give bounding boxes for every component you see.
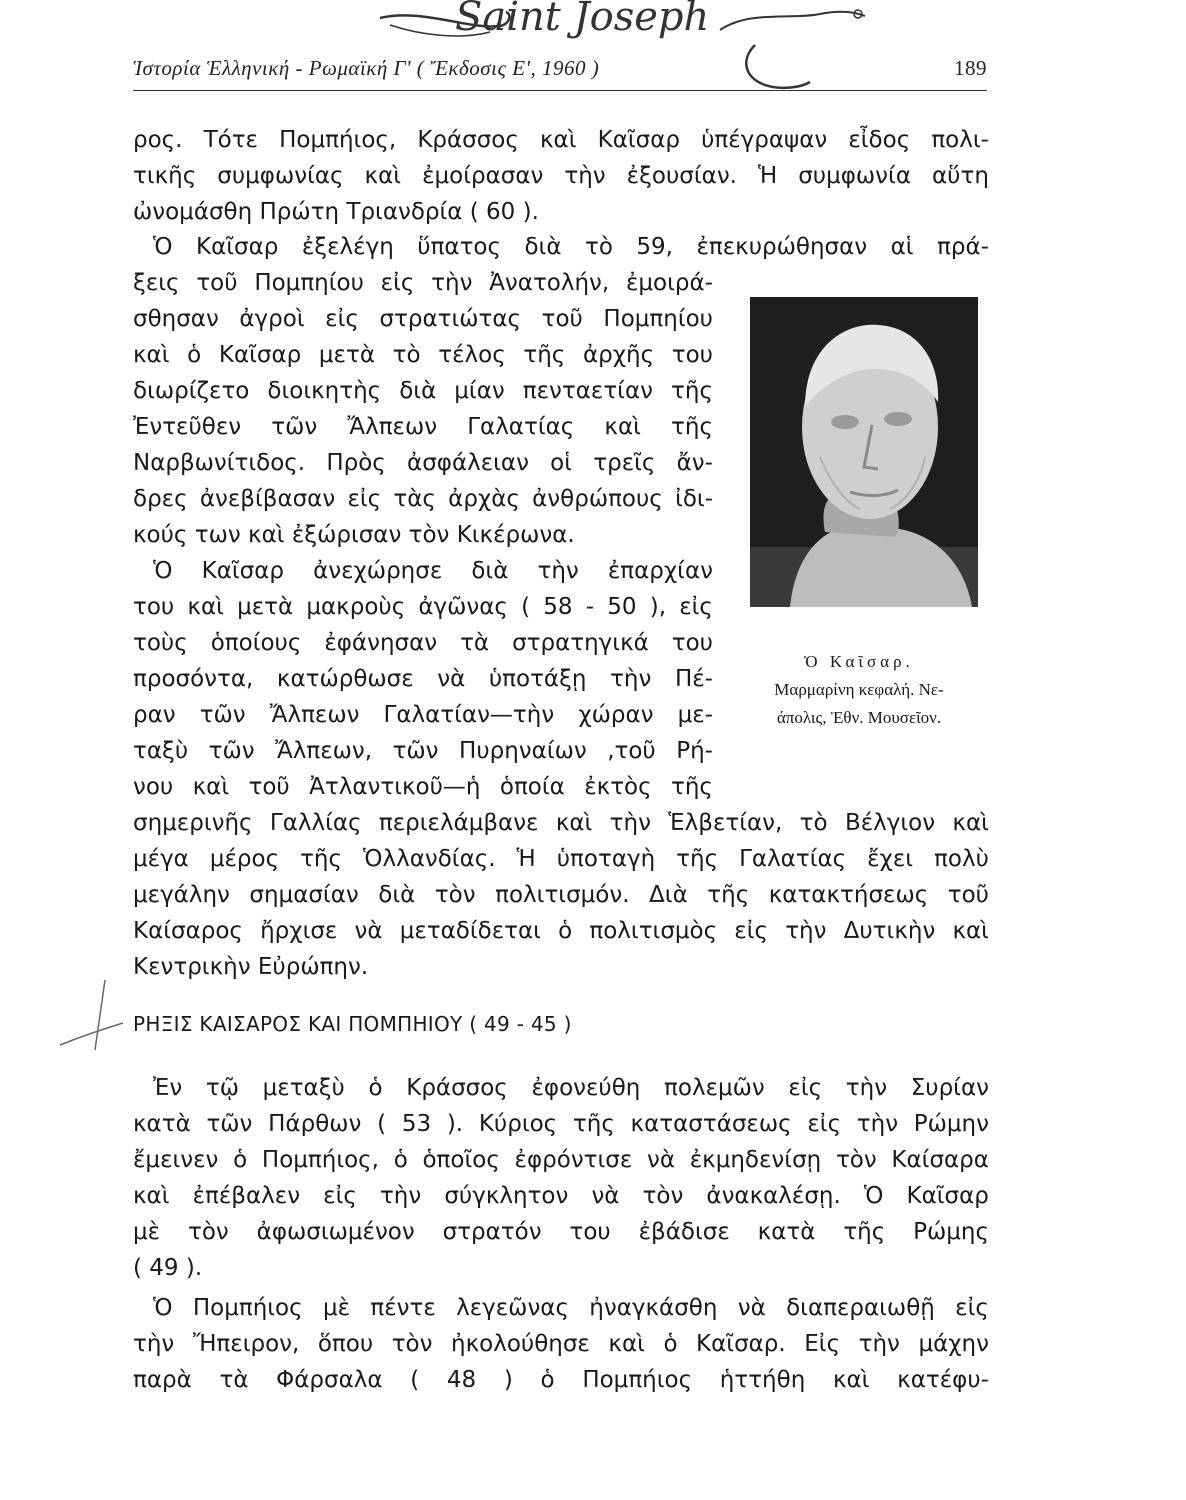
text-line: καὶ ὁ Καῖσαρ μετὰ τὸ τέλος τῆς ἀρχῆς του — [133, 342, 713, 368]
text-line: ταξὺ τῶν Ἄλπεων, τῶν Πυρηναίων ,τοῦ Ρή- — [133, 738, 713, 764]
running-title: Ἱστορία Ἑλληνική - Ρωμαϊκή Γ' ( Ἔκδοσις Ε', 1960 ) — [133, 56, 600, 80]
handwritten-signature — [360, 0, 880, 100]
text-line: Ἐντεῦθεν τῶν Ἄλπεων Γαλατίας καὶ τῆς — [133, 414, 713, 440]
text-line: σθησαν ἀγροὶ εἰς στρατιώτας τοῦ Πομπηίου — [133, 306, 713, 332]
pencil-margin-mark — [55, 975, 125, 1055]
caption-line: Μαρμαρίνη κεφαλή. Νε- — [774, 680, 944, 699]
text-line: ἔμεινεν ὁ Πομπήιος, ὁ ὁποῖος ἐφρόντισε νὰ ἐκμηδενίσῃ τὸν Καίσαρα — [133, 1147, 989, 1173]
paragraph-gaul — [133, 769, 989, 985]
text-line: Καίσαρος ἤρχισε νὰ μεταδίδεται ὁ πολιτισμὸς εἰς τὴν Δυτικὴν καὶ — [133, 918, 989, 944]
text-line: τὴν Ἤπειρον, ὅπου τὸν ἠκολούθησε καὶ ὁ Καῖσαρ. Εἰς τὴν μάχην — [133, 1331, 989, 1357]
figure-caption — [734, 648, 984, 732]
text-line: Ὁ Πομπήιος μὲ πέντε λεγεῶνας ἠναγκάσθη νὰ διαπεραιωθῇ εἰς — [153, 1295, 989, 1321]
text-line: μεγάλην σημασίαν διὰ τὸν πολιτισμόν. Διὰ τῆς κατακτήσεως τοῦ — [133, 882, 989, 908]
text-line: καὶ ἐπέβαλεν εἰς τὴν σύγκλητον νὰ τὸν ἀνακαλέσῃ. Ὁ Καῖσαρ — [133, 1183, 989, 1209]
text-line: νου καὶ τοῦ Ἀτλαντικοῦ—ἡ ὁποία ἐκτὸς τῆς — [133, 774, 713, 800]
caption-title: Ὁ Καῖσαρ. — [804, 652, 914, 671]
text-line: ξεις τοῦ Πομπηίου εἰς τὴν Ἀνατολήν, ἐμοιρά- — [133, 270, 713, 296]
text-line: προσόντα, κατώρθωσε νὰ ὑποτάξῃ τὴν Πέ- — [133, 666, 713, 692]
text-line: τικῆς συμφωνίας καὶ ἐμοίρασαν τὴν ἐξουσίαν. Ἡ συμφωνία αὕτη — [133, 163, 989, 189]
text-line: κατὰ τῶν Πάρθων ( 53 ). Κύριος τῆς καταστάσεως εἰς τὴν Ρώμην — [133, 1111, 989, 1137]
marble-head-picture — [750, 297, 978, 607]
text-line: Ἐν τῷ μεταξὺ ὁ Κράσσος ἐφονεύθη πολεμῶν εἰς τὴν Συρίαν — [153, 1075, 989, 1101]
svg-text:Saint Joseph: Saint Joseph — [455, 0, 710, 40]
text-line: ρος. Τότε Πομπήιος, Κράσσος καὶ Καῖσαρ ὑπέγραψαν εἶδος πολι- — [133, 127, 989, 153]
caesar-portrait-image — [750, 297, 978, 607]
text-line: κούς των καὶ ἐξώρισαν τὸν Κικέρωνα. — [133, 522, 575, 548]
text-line: μέγα μέρος τῆς Ὁλλανδίας. Ἡ ὑποταγὴ τῆς Γαλατίας ἔχει πολὺ — [133, 846, 989, 872]
running-header — [133, 56, 987, 81]
text-line: παρὰ τὰ Φάρσαλα ( 48 ) ὁ Πομπήιος ἡττήθη καὶ κατέφυ- — [133, 1367, 989, 1393]
text-line: μὲ τὸν ἀφωσιωμένον στρατόν του ἐβάδισε κατὰ τῆς Ρώμης — [133, 1219, 989, 1245]
text-line: του καὶ μετὰ μακροὺς ἀγῶνας ( 58 - 50 ), εἰς — [133, 594, 713, 620]
text-line: τοὺς ὁποίους ἐφάνησαν τὰ στρατηγικά του — [133, 630, 713, 656]
section-heading: ΡΗΞΙΣ ΚΑΙΣΑΡΟΣ ΚΑΙ ΠΟΜΠΗΙΟΥ ( 49 - 45 ) — [133, 1012, 572, 1036]
pencil-cross-mark — [55, 975, 125, 1055]
text-line: ραν τῶν Ἄλπεων Γαλατίαν—τὴν χώραν με- — [133, 702, 713, 728]
text-line: Ναρβωνίτιδος. Πρὸς ἀσφάλειαν οἱ τρεῖς ἄν- — [133, 450, 713, 476]
text-line: σημερινῆς Γαλλίας περιελάμβανε καὶ τὴν Ἑλβετίαν, τὸ Βέλγιον καὶ — [133, 810, 989, 836]
text-line: ( 49 ). — [133, 1255, 203, 1281]
caption-line: άπολις, Ἐθν. Μουσεῖον. — [776, 708, 942, 727]
text-line: Κεντρικὴν Εὐρώπην. — [133, 954, 369, 980]
text-line: διωρίζετο διοικητὴς διὰ μίαν πενταετίαν τῆς — [133, 378, 713, 404]
page-number: 189 — [954, 56, 987, 80]
paragraph-rupture — [133, 1070, 989, 1286]
paragraph-intro — [133, 122, 989, 230]
text-line: Ὁ Καῖσαρ ἐξελέγη ὕπατος διὰ τὸ 59, ἐπεκυρώθησαν αἱ πρά- — [153, 234, 989, 260]
text-line: Ὁ Καῖσαρ ἀνεχώρησε διὰ τὴν ἐπαρχίαν — [153, 558, 713, 584]
paragraph-pharsalus — [133, 1290, 989, 1398]
text-line: ὠνομάσθη Πρώτη Τριανδρία ( 60 ). — [133, 199, 539, 225]
header-rule — [133, 90, 987, 91]
signature-drawing — [360, 0, 880, 100]
text-line: δρες ἀνεβίβασαν εἰς τὰς ἀρχὰς ἀνθρώπους ἰδι- — [133, 486, 713, 512]
